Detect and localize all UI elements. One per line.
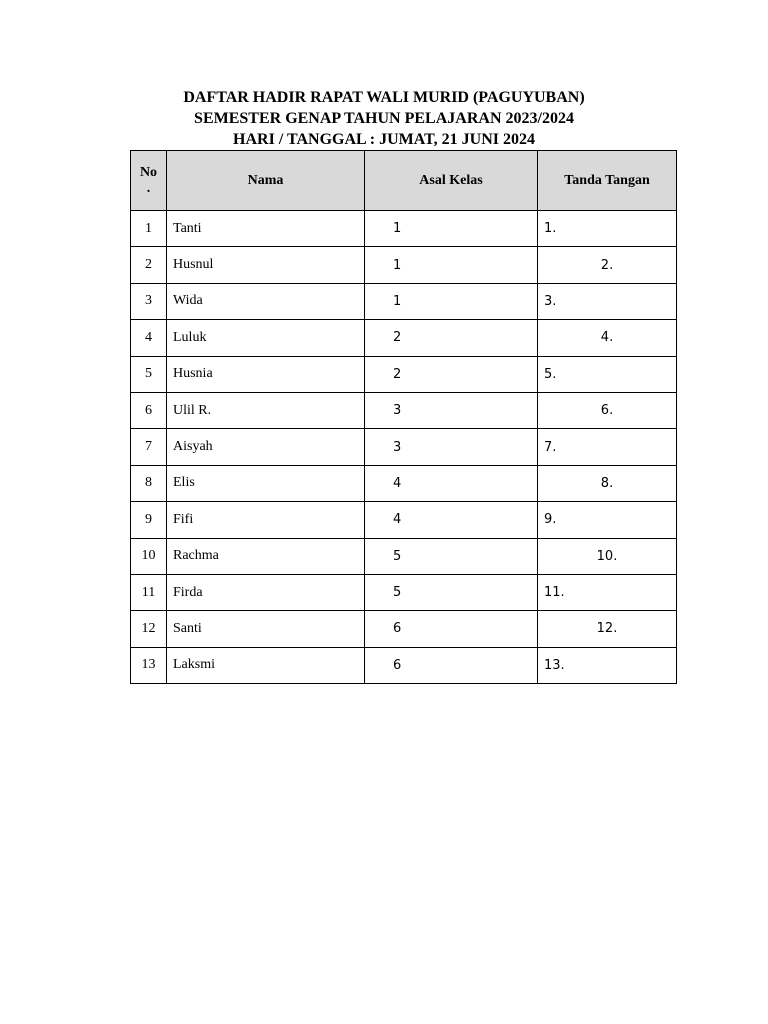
cell-nama: Firda <box>167 574 365 610</box>
column-header-tanda-tangan: Tanda Tangan <box>538 151 677 211</box>
cell-nama: Santi <box>167 611 365 647</box>
cell-tanda-tangan: 11. <box>538 574 677 610</box>
cell-nama: Ulil R. <box>167 392 365 428</box>
table-row <box>131 356 677 392</box>
cell-tanda-tangan: 1. <box>538 211 677 247</box>
cell-asal-kelas: 2 <box>365 356 538 392</box>
table-row <box>131 283 677 319</box>
table-row <box>131 538 677 574</box>
cell-nama: Laksmi <box>167 647 365 683</box>
column-header-no-dot: . <box>146 180 151 196</box>
cell-asal-kelas: 3 <box>365 392 538 428</box>
cell-asal-kelas: 5 <box>365 574 538 610</box>
cell-asal-kelas: 6 <box>365 647 538 683</box>
cell-no: 6 <box>131 392 167 428</box>
table-row <box>131 574 677 610</box>
cell-tanda-tangan: 5. <box>538 356 677 392</box>
column-header-no <box>131 151 167 211</box>
date-subtitle: HARI / TANGGAL : JUMAT, 21 JUNI 2024 <box>233 131 535 148</box>
cell-nama: Husnul <box>167 247 365 283</box>
cell-no: 10 <box>131 538 167 574</box>
column-header-no-label: No <box>139 164 158 180</box>
attendance-table <box>130 150 677 684</box>
semester-subtitle: SEMESTER GENAP TAHUN PELAJARAN 2023/2024 <box>194 110 574 127</box>
table-row <box>131 211 677 247</box>
cell-nama: Rachma <box>167 538 365 574</box>
document-title: DAFTAR HADIR RAPAT WALI MURID (PAGUYUBAN) <box>183 89 585 106</box>
cell-asal-kelas: 2 <box>365 320 538 356</box>
cell-no: 12 <box>131 611 167 647</box>
cell-no: 4 <box>131 320 167 356</box>
cell-tanda-tangan: 8. <box>538 465 677 501</box>
cell-tanda-tangan: 10. <box>538 538 677 574</box>
table-header-row <box>131 151 677 211</box>
cell-nama: Luluk <box>167 320 365 356</box>
cell-no: 3 <box>131 283 167 319</box>
cell-asal-kelas: 3 <box>365 429 538 465</box>
column-header-nama: Nama <box>167 151 365 211</box>
cell-asal-kelas: 4 <box>365 502 538 538</box>
cell-nama: Aisyah <box>167 429 365 465</box>
cell-tanda-tangan: 4. <box>538 320 677 356</box>
cell-no: 8 <box>131 465 167 501</box>
column-header-asal-kelas: Asal Kelas <box>365 151 538 211</box>
cell-no: 1 <box>131 211 167 247</box>
cell-asal-kelas: 5 <box>365 538 538 574</box>
cell-no: 13 <box>131 647 167 683</box>
cell-asal-kelas: 6 <box>365 611 538 647</box>
cell-asal-kelas: 1 <box>365 211 538 247</box>
cell-no: 7 <box>131 429 167 465</box>
cell-tanda-tangan: 2. <box>538 247 677 283</box>
table-row <box>131 611 677 647</box>
cell-nama: Fifi <box>167 502 365 538</box>
cell-no: 2 <box>131 247 167 283</box>
table-row <box>131 647 677 683</box>
cell-no: 5 <box>131 356 167 392</box>
cell-nama: Wida <box>167 283 365 319</box>
table-row <box>131 465 677 501</box>
cell-asal-kelas: 1 <box>365 247 538 283</box>
table-row <box>131 247 677 283</box>
cell-tanda-tangan: 7. <box>538 429 677 465</box>
cell-tanda-tangan: 3. <box>538 283 677 319</box>
cell-no: 11 <box>131 574 167 610</box>
cell-tanda-tangan: 9. <box>538 502 677 538</box>
table-row <box>131 320 677 356</box>
cell-tanda-tangan: 6. <box>538 392 677 428</box>
cell-asal-kelas: 4 <box>365 465 538 501</box>
cell-nama: Elis <box>167 465 365 501</box>
table-row <box>131 429 677 465</box>
cell-asal-kelas: 1 <box>365 283 538 319</box>
cell-tanda-tangan: 13. <box>538 647 677 683</box>
cell-nama: Tanti <box>167 211 365 247</box>
cell-no: 9 <box>131 502 167 538</box>
table-row <box>131 502 677 538</box>
table-row <box>131 392 677 428</box>
cell-nama: Husnia <box>167 356 365 392</box>
cell-tanda-tangan: 12. <box>538 611 677 647</box>
